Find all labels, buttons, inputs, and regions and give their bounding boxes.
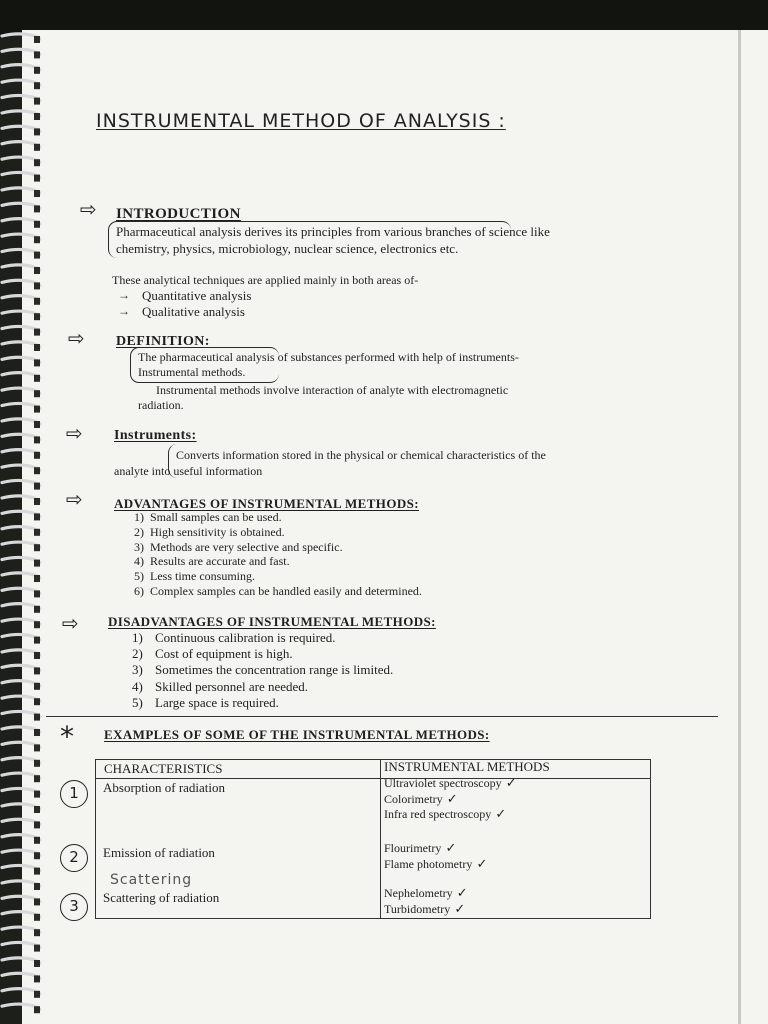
row-number-badge: 2 [60, 844, 88, 872]
punch-hole [34, 898, 40, 905]
arrow-icon: ⇨ [80, 197, 97, 221]
arrow-icon: ⇨ [62, 611, 79, 635]
check-icon: ✓ [442, 791, 458, 807]
intro-arrow-2: → [118, 304, 130, 318]
examples-heading: EXAMPLES OF SOME OF THE INSTRUMENTAL METHODS: [104, 727, 490, 742]
punch-hole [34, 375, 40, 382]
table-method: Colorimetry ✓ [384, 791, 458, 807]
punch-hole [34, 683, 40, 690]
punch-hole [34, 975, 40, 982]
punch-hole [34, 282, 40, 289]
punch-hole [34, 698, 40, 705]
table-header-divider [96, 778, 650, 779]
punch-hole [34, 159, 40, 166]
punch-hole [34, 436, 40, 443]
page-edge [738, 30, 741, 1024]
table-header-instrumental-methods: INSTRUMENTAL METHODS [384, 759, 550, 774]
advantage-item: Less time consuming. [150, 569, 255, 584]
punch-hole [34, 344, 40, 351]
instruments-line-2: analyte into useful information [114, 464, 263, 478]
section-divider [46, 716, 718, 717]
intro-line-2: chemistry, physics, microbiology, nuclear science, electronics etc. [116, 241, 459, 256]
table-characteristic: Emission of radiation [103, 845, 215, 860]
intro-line-3: These analytical techniques are applied mainly in both areas of- [112, 273, 419, 287]
punch-hole [34, 544, 40, 551]
advantage-item: Methods are very selective and specific. [150, 539, 343, 554]
introduction-heading: INTRODUCTION [116, 206, 241, 222]
advantage-marker: 3) [134, 539, 144, 554]
table-method: Infra red spectroscopy ✓ [384, 807, 507, 822]
disadvantage-marker: 1) [132, 630, 143, 645]
punch-hole [34, 775, 40, 782]
punch-hole [34, 82, 40, 89]
punch-hole [34, 590, 40, 597]
punch-hole [34, 852, 40, 859]
advantage-marker: 1) [134, 510, 144, 524]
punch-hole [34, 51, 40, 58]
punch-hole [34, 236, 40, 243]
punch-hole [34, 498, 40, 505]
punch-hole [34, 560, 40, 567]
table-characteristic: Absorption of radiation [103, 780, 226, 795]
punch-hole [34, 914, 40, 921]
table-header-characteristics: CHARACTERISTICS [104, 761, 223, 776]
table-method: Flourimetry ✓ [384, 841, 457, 856]
table-method: Turbidometry ✓ [384, 901, 466, 917]
disadvantage-marker: 3) [132, 662, 143, 678]
disadvantage-item: Cost of equipment is high. [155, 646, 293, 662]
arrow-icon: ⇨ [66, 421, 83, 445]
punch-hole [34, 1006, 40, 1013]
punch-hole [34, 421, 40, 428]
punch-hole [34, 960, 40, 967]
punch-hole [34, 729, 40, 736]
punch-hole [34, 298, 40, 305]
punch-hole [34, 945, 40, 952]
intro-arrow-1: → [118, 288, 130, 302]
advantage-marker: 4) [134, 554, 144, 569]
punch-hole [34, 390, 40, 397]
punch-hole [34, 837, 40, 844]
advantage-marker: 2) [134, 524, 144, 539]
punch-hole [34, 467, 40, 474]
punch-hole [34, 128, 40, 135]
disadvantage-item: Sometimes the concentration range is limited. [155, 662, 394, 678]
check-icon: ✓ [491, 807, 507, 822]
disadvantages-heading: DISADVANTAGES OF INSTRUMENTAL METHODS: [108, 614, 436, 629]
punch-hole [34, 98, 40, 105]
punch-hole [34, 190, 40, 197]
disadvantage-marker: 5) [132, 694, 143, 710]
intro-line-1: Pharmaceutical analysis derives its principles from various branches of science like [116, 224, 550, 239]
punch-hole [34, 791, 40, 798]
intro-item-qualitative: Qualitative analysis [142, 304, 245, 319]
punch-hole [34, 113, 40, 120]
punch-hole [34, 513, 40, 520]
advantage-marker: 5) [134, 569, 144, 584]
definition-line-3: Instrumental methods involve interaction of analyte with electromagnetic [156, 383, 509, 397]
disadvantage-marker: 2) [132, 646, 143, 662]
punch-hole [34, 529, 40, 536]
punch-hole [34, 175, 40, 182]
disadvantage-item: Skilled personnel are needed. [155, 678, 309, 694]
instruments-line-1: Converts information stored in the physical or chemical characteristics of the [176, 448, 546, 462]
check-icon: ✓ [472, 856, 488, 872]
punch-hole [34, 868, 40, 875]
punch-hole [34, 67, 40, 74]
disadvantage-item: Continuous calibration is required. [155, 630, 336, 645]
punch-hole [34, 313, 40, 320]
punch-hole [34, 267, 40, 274]
punch-hole [34, 205, 40, 212]
punch-hole [34, 621, 40, 628]
punch-hole [34, 359, 40, 366]
punch-hole [34, 221, 40, 228]
disadvantage-marker: 4) [132, 678, 143, 694]
punch-hole [34, 329, 40, 336]
spiral-binding [0, 30, 52, 1024]
definition-heading: DEFINITION: [116, 334, 210, 349]
punch-hole [34, 714, 40, 721]
check-icon: ✓ [501, 776, 517, 791]
punch-hole [34, 637, 40, 644]
definition-line-4: radiation. [138, 398, 184, 412]
punch-hole [34, 760, 40, 767]
punch-hole [34, 144, 40, 151]
punch-hole [34, 744, 40, 751]
punch-hole [34, 452, 40, 459]
table-method: Flame photometry ✓ [384, 856, 488, 872]
handwritten-note: Scattering [110, 872, 193, 888]
punch-hole [34, 991, 40, 998]
check-icon: ✓ [450, 901, 466, 917]
advantage-item: Results are accurate and fast. [150, 554, 290, 569]
definition-line-2: Instrumental methods. [138, 365, 246, 379]
row-number-badge: 1 [60, 780, 88, 808]
table-column-divider [380, 760, 381, 918]
advantages-heading: ADVANTAGES OF INSTRUMENTAL METHODS: [114, 496, 419, 511]
intro-item-quantitative: Quantitative analysis [142, 288, 252, 303]
punch-hole [34, 667, 40, 674]
punch-hole [34, 483, 40, 490]
instruments-heading: Instruments: [114, 428, 197, 443]
table-method: Ultraviolet spectroscopy ✓ [384, 776, 517, 791]
table-characteristic: Scattering of radiation [103, 890, 220, 905]
advantage-marker: 6) [134, 584, 144, 598]
check-icon: ✓ [452, 886, 468, 901]
advantage-item: Complex samples can be handled easily and determined. [150, 584, 422, 598]
row-number-badge: 3 [60, 893, 88, 921]
punch-hole [34, 652, 40, 659]
punch-hole [34, 252, 40, 259]
punch-hole [34, 606, 40, 613]
punch-hole [34, 883, 40, 890]
background-top [0, 0, 768, 34]
punch-hole [34, 406, 40, 413]
disadvantage-item: Large space is required. [155, 694, 279, 710]
punch-hole [34, 806, 40, 813]
advantage-item: High sensitivity is obtained. [150, 524, 285, 539]
star-icon: * [60, 720, 74, 753]
punch-hole [34, 929, 40, 936]
punch-hole [34, 36, 40, 43]
definition-line-1: The pharmaceutical analysis of substances performed with help of instruments- [138, 350, 519, 364]
page-title: INSTRUMENTAL METHOD OF ANALYSIS : [96, 110, 506, 132]
check-icon: ✓ [441, 841, 457, 856]
arrow-icon: ⇨ [68, 326, 85, 350]
punch-hole [34, 575, 40, 582]
table-method: Nephelometry ✓ [384, 886, 468, 901]
arrow-icon: ⇨ [66, 487, 83, 511]
advantage-item: Small samples can be used. [150, 510, 282, 524]
punch-hole [34, 821, 40, 828]
